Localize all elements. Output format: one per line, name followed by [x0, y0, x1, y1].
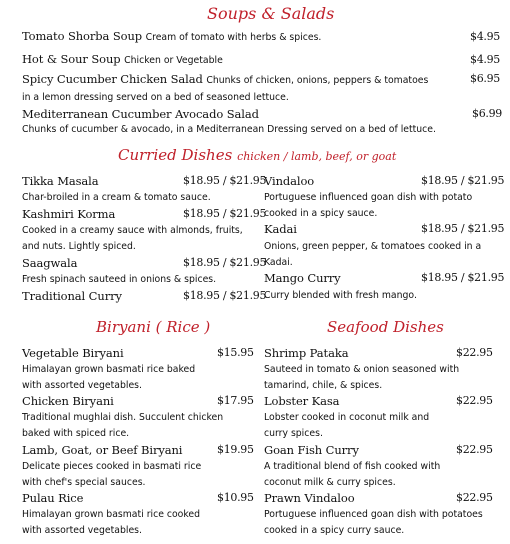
item-name: Prawn Vindaloo: [264, 491, 355, 505]
item-description: baked with spiced rice.: [22, 428, 130, 439]
item-price: $4.95: [470, 30, 500, 43]
item-price: $15.95: [217, 346, 254, 359]
item-name: Spicy Cucumber Chicken Salad: [22, 72, 203, 86]
item-name: Kashmiri Korma: [22, 207, 116, 221]
item-description: cooked in a spicy sauce.: [264, 208, 378, 219]
item-name: Tomato Shorba Soup: [22, 29, 143, 43]
item-description: Fresh spinach sauteed in onions & spices.: [22, 274, 217, 285]
item-description: in a lemon dressing served on a bed of seasoned lettuce.: [22, 92, 289, 103]
curried-dishes-title: [118, 146, 396, 164]
item-description: curry spices.: [264, 428, 323, 439]
item-description: Kadai.: [264, 257, 293, 268]
item-price: $18.95 / $21.95: [183, 256, 267, 269]
item-description: Portuguese influenced goan dish with potato: [264, 192, 473, 203]
item-description: Portuguese influenced goan dish with potatoes: [264, 509, 483, 520]
item-name: Saagwala: [22, 256, 78, 270]
item-price: $18.95 / $21.95: [421, 271, 505, 284]
item-description: Chicken or Vegetable: [124, 55, 223, 66]
item-price: $22.95: [456, 443, 493, 456]
item-name: Vindaloo: [264, 174, 315, 188]
item-name: Kadai: [264, 222, 297, 236]
item-description: Delicate pieces cooked in basmati rice: [22, 461, 202, 472]
item-name: Pulau Rice: [22, 491, 84, 505]
item-price: $22.95: [456, 491, 493, 504]
section-title-text: Curried Dishes: [118, 146, 233, 164]
item-price: $6.99: [472, 107, 502, 120]
item-price: $18.95 / $21.95: [183, 289, 267, 302]
item-price: $4.95: [470, 53, 500, 66]
item-description: A traditional blend of fish cooked with: [264, 461, 441, 472]
item-name: Lamb, Goat, or Beef Biryani: [22, 443, 183, 457]
menu-item-name: [22, 29, 321, 43]
item-description: Traditional mughlai dish. Succulent chicken: [22, 412, 224, 423]
item-name: Shrimp Pataka: [264, 346, 349, 360]
item-description: Curry blended with fresh mango.: [264, 290, 417, 301]
item-price: $18.95 / $21.95: [421, 222, 505, 235]
item-price: $18.95 / $21.95: [183, 174, 267, 187]
item-price: $18.95 / $21.95: [421, 174, 505, 187]
item-name: Chicken Biryani: [22, 394, 114, 408]
biryani-title: Biryani ( Rice ): [96, 318, 211, 336]
item-description: Lobster cooked in coconut milk and: [264, 412, 430, 423]
item-price: $6.95: [470, 72, 500, 85]
item-description: with assorted vegetables.: [22, 525, 142, 536]
item-name: Traditional Curry: [22, 289, 122, 303]
menu-item-name: [22, 72, 428, 86]
item-name: Hot & Sour Soup: [22, 52, 121, 66]
item-name: Mango Curry: [264, 271, 341, 285]
menu-item-name: [22, 52, 223, 66]
item-price: $22.95: [456, 394, 493, 407]
item-price: $17.95: [217, 394, 254, 407]
item-description: with chef's special sauces.: [22, 477, 146, 488]
item-description: Onions, green pepper, & tomatoes cooked in a: [264, 241, 482, 252]
item-description: with assorted vegetables.: [22, 380, 142, 391]
item-description: Himalayan grown basmati rice cooked: [22, 509, 201, 520]
item-price: $19.95: [217, 443, 254, 456]
item-description: Chunks of chicken, onions, peppers & tomatoes: [206, 75, 429, 86]
section-subtitle: chicken / lamb, beef, or goat: [237, 150, 397, 163]
item-description: and nuts. Lightly spiced.: [22, 241, 136, 252]
item-description: tamarind, chile, & spices.: [264, 380, 383, 391]
item-name: Mediterranean Cucumber Avocado Salad: [22, 107, 259, 121]
item-description: cooked in a spicy curry sauce.: [264, 525, 405, 536]
item-name: Lobster Kasa: [264, 394, 340, 408]
item-description: coconut milk & curry spices.: [264, 477, 396, 488]
item-description: Char-broiled in a cream & tomato sauce.: [22, 192, 211, 203]
seafood-dishes-title: Seafood Dishes: [327, 318, 444, 336]
item-description: Chunks of cucumber & avocado, in a Mediterranean Dressing served on a bed of lettuce.: [22, 124, 436, 135]
soups-salads-title: Soups & Salads: [207, 4, 335, 23]
item-name: Tikka Masala: [22, 174, 99, 188]
item-description: Himalayan grown basmati rice baked: [22, 364, 196, 375]
item-description: Cooked in a creamy sauce with almonds, fruits,: [22, 225, 243, 236]
item-name: Vegetable Biryani: [22, 346, 124, 360]
item-description: Cream of tomato with herbs & spices.: [145, 32, 322, 43]
item-price: $22.95: [456, 346, 493, 359]
item-price: $18.95 / $21.95: [183, 207, 267, 220]
item-price: $10.95: [217, 491, 254, 504]
item-name: Goan Fish Curry: [264, 443, 359, 457]
item-description: Sauteed in tomato & onion seasoned with: [264, 364, 460, 375]
